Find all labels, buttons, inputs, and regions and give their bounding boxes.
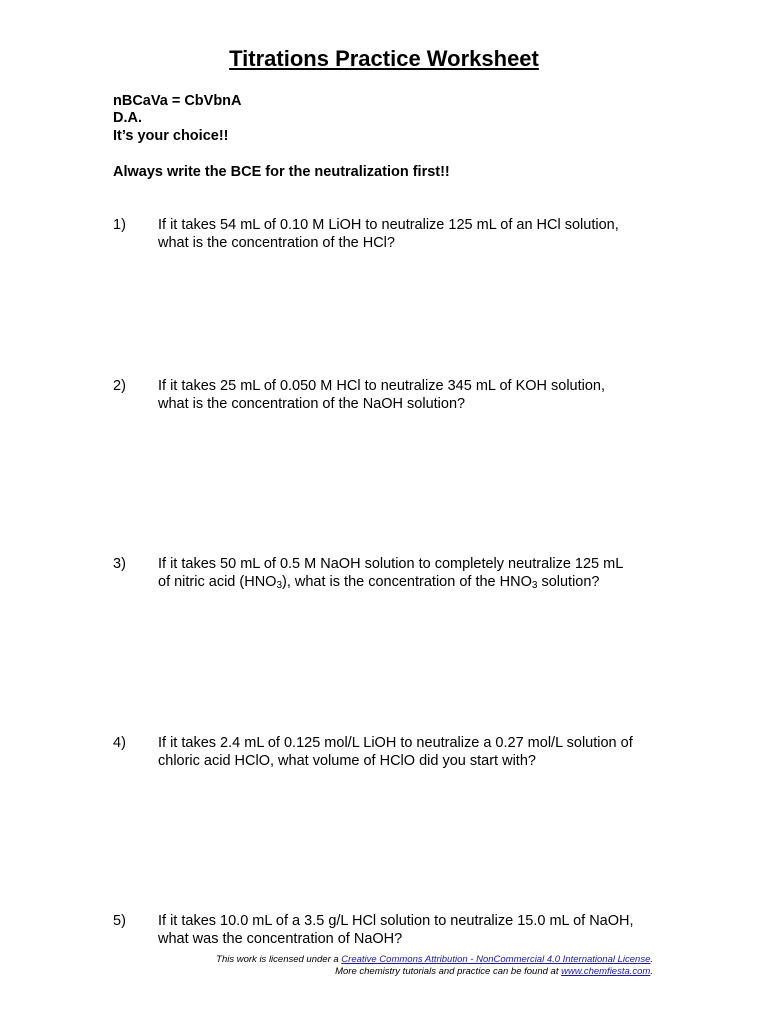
question-line: what is the concentration of the HCl? [158,235,395,251]
question-text [158,734,658,770]
more-line [216,966,653,978]
question-line [158,573,658,591]
text-run: ), what is the concentration of the HNO [282,574,532,590]
text-run: solution? [537,574,600,590]
license-prefix: This work is licensed under a [216,954,342,965]
question-line: If it takes 50 mL of 0.5 M NaOH solution to completely neutralize 125 mL [158,556,624,572]
choice-line: It’s your choice!! [113,128,229,144]
question-number: 3) [113,556,126,572]
subscript: 3 [531,580,538,591]
question-line: chloric acid HClO, what volume of HClO did you start with? [158,753,536,769]
question-line: If it takes 10.0 mL of a 3.5 g/L HCl solution to neutralize 15.0 mL of NaOH, [158,913,634,929]
question-number: 4) [113,735,126,751]
question-line: If it takes 25 mL of 0.050 M HCl to neutralize 345 mL of KOH solution, [158,378,606,394]
question-line: If it takes 2.4 mL of 0.125 mol/L LiOH to neutralize a 0.27 mol/L solution of [158,735,633,751]
method-line: D.A. [113,110,142,126]
question-line: If it takes 54 mL of 0.10 M LiOH to neutralize 125 mL of an HCl solution, [158,217,619,233]
instruction-line: Always write the BCE for the neutralization first!! [113,164,450,180]
subscript: 3 [276,580,283,591]
more-suffix: . [650,965,653,977]
question-text [158,912,658,948]
text-run: of nitric acid (HNO [158,574,277,590]
question-text [158,555,658,591]
question-line: what was the concentration of NaOH? [158,931,403,947]
page-title: Titrations Practice Worksheet [229,46,539,71]
more-prefix: More chemistry tutorials and practice can be found at [335,965,562,977]
license-suffix: . [650,954,653,965]
question-number: 2) [113,378,126,394]
question-line: what is the concentration of the NaOH solution? [158,396,466,412]
footer [216,954,653,977]
formula-line: nBCaVa = CbVbnA [113,93,242,109]
license-line [216,954,653,966]
question-number: 5) [113,913,126,929]
license-link[interactable]: Creative Commons Attribution - NonCommercial 4.0 International License [341,954,651,965]
website-link[interactable]: www.chemfiesta.com [561,965,651,977]
question-text [158,377,658,413]
question-text [158,216,658,252]
question-number: 1) [113,217,126,233]
